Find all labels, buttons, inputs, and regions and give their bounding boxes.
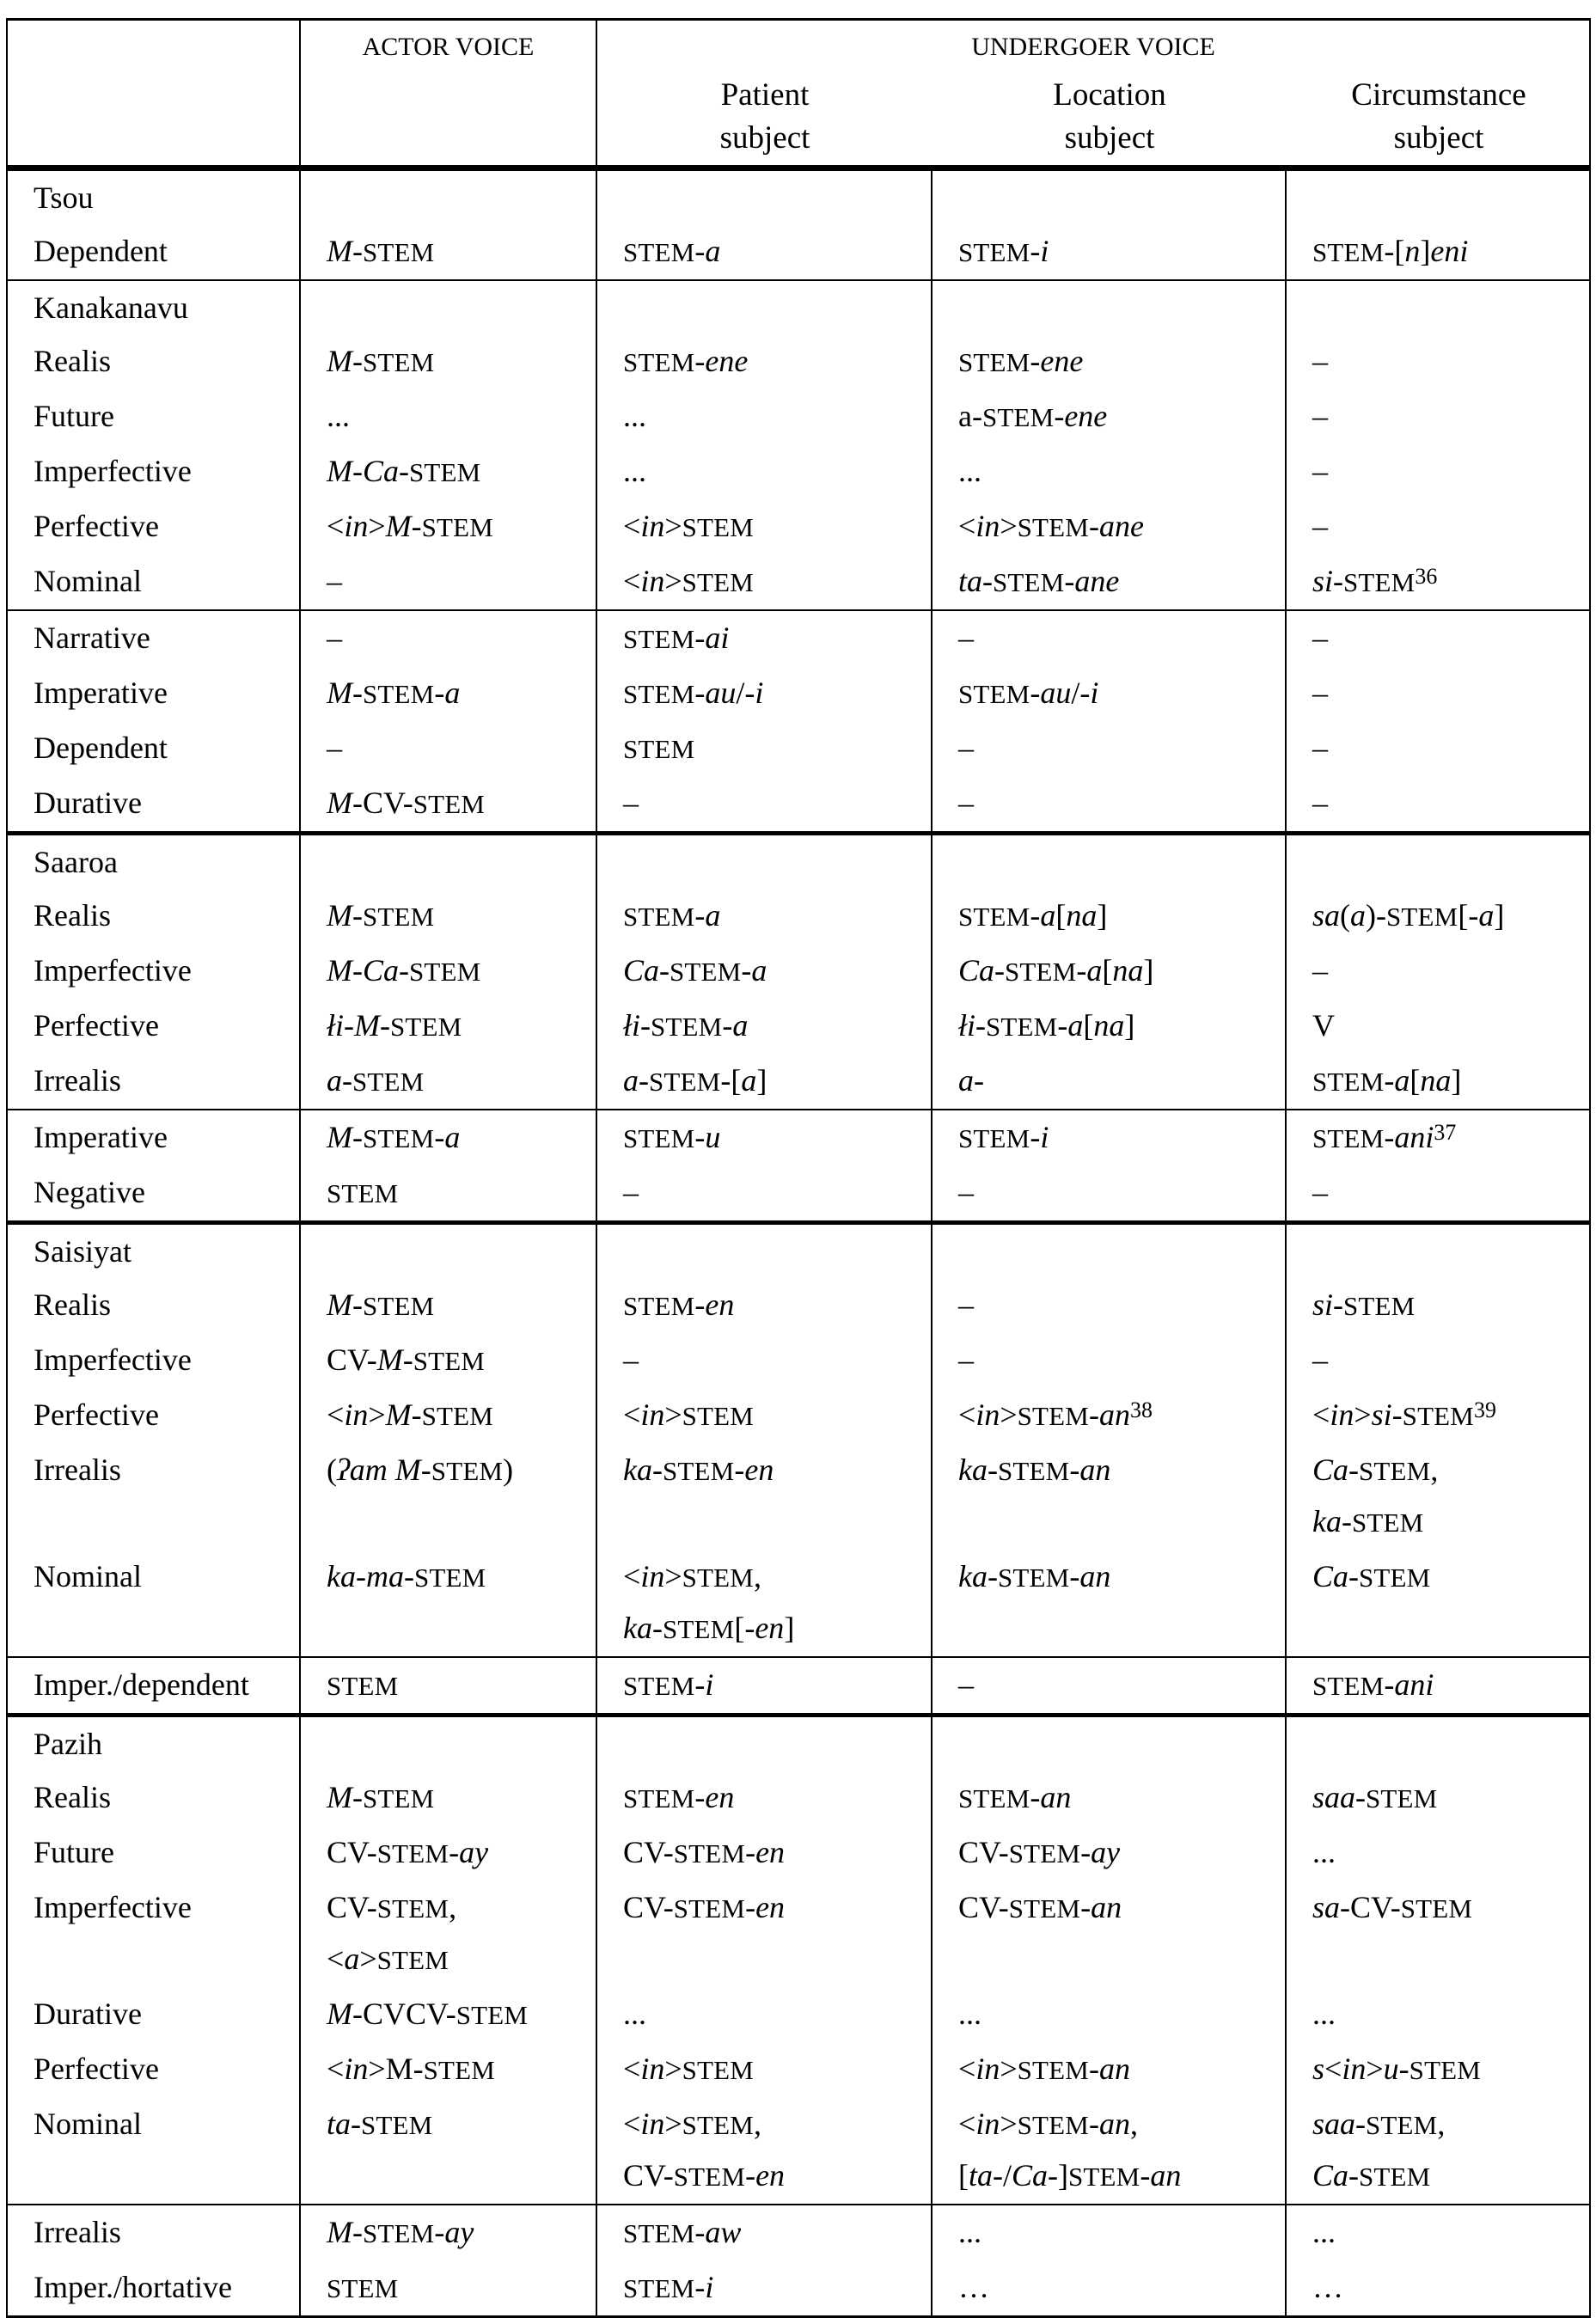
row-label: Imperfective	[7, 944, 300, 999]
row-label: Narrative	[7, 610, 300, 666]
cell-circumstance-subject	[1286, 168, 1590, 225]
cell-circumstance-subject: V	[1286, 999, 1590, 1054]
cell-circumstance-subject	[1286, 834, 1590, 890]
cell-location-subject: STEM-i	[932, 1110, 1286, 1165]
cell-location-subject: a-STEM-ene	[932, 389, 1286, 444]
cell-patient-subject: STEM-u	[596, 1110, 932, 1165]
cell-actor-voice: CV-STEM-ay	[300, 1826, 596, 1881]
subcolumn-location-subject: Location subject	[1053, 77, 1166, 156]
table-row	[7, 1333, 1590, 1388]
cell-patient-subject: –	[596, 1333, 932, 1388]
table-row	[7, 1443, 1590, 1550]
cell-circumstance-subject: Ca-STEM	[1286, 1550, 1590, 1657]
cell-circumstance-subject: –	[1286, 776, 1590, 834]
actor-voice-label: ACTOR VOICE	[362, 33, 535, 61]
cell-patient-subject: <in>STEM, CV-STEM-en	[596, 2097, 932, 2205]
cell-patient-subject	[596, 1223, 932, 1279]
footnote-marker: 38	[1130, 1397, 1153, 1422]
cell-actor-voice: CV-M-STEM	[300, 1333, 596, 1388]
cell-circumstance-subject: ...	[1286, 2205, 1590, 2260]
cell-actor-voice	[300, 1716, 596, 1771]
row-label: Irrealis	[7, 1443, 300, 1550]
cell-circumstance-subject: s<in>u-STEM	[1286, 2042, 1590, 2097]
table-row	[7, 1881, 1590, 1987]
row-label: Imperative	[7, 1110, 300, 1165]
cell-actor-voice: M-Ca-STEM	[300, 944, 596, 999]
table-row	[7, 610, 1590, 666]
cell-location-subject: ka-STEM-an	[932, 1443, 1286, 1550]
cell-location-subject: STEM-i	[932, 224, 1286, 280]
cell-actor-voice: M-STEM	[300, 889, 596, 944]
table-row	[7, 666, 1590, 721]
cell-location-subject: $<in>STEM-an^{38}$	[932, 1388, 1286, 1443]
cell-patient-subject	[596, 1716, 932, 1771]
cell-actor-voice: a-STEM	[300, 1054, 596, 1110]
table-row	[7, 1054, 1590, 1110]
table-row	[7, 1110, 1590, 1165]
cell-patient-subject: STEM-i	[596, 1657, 932, 1716]
row-label: Perfective	[7, 2042, 300, 2097]
language-header-row	[7, 280, 1590, 334]
table-row	[7, 1550, 1590, 1657]
language-name: Kanakanavu	[7, 280, 300, 334]
cell-patient-subject: CV-STEM-en	[596, 1881, 932, 1987]
language-name: Tsou	[7, 168, 300, 225]
header-actor-voice	[300, 20, 596, 168]
table-row	[7, 499, 1590, 554]
cell-location-subject: –	[932, 1278, 1286, 1333]
cell-location-subject: CV-STEM-an	[932, 1881, 1286, 1987]
table-row	[7, 2097, 1590, 2205]
cell-patient-subject: STEM-aw	[596, 2205, 932, 2260]
voice-morphology-table	[6, 18, 1591, 2318]
cell-location-subject: CV-STEM-ay	[932, 1826, 1286, 1881]
cell-patient-subject: łi-STEM-a	[596, 999, 932, 1054]
cell-patient-subject: STEM-a	[596, 889, 932, 944]
cell-circumstance-subject: –	[1286, 499, 1590, 554]
cell-circumstance-subject: –	[1286, 389, 1590, 444]
row-label: Realis	[7, 1771, 300, 1826]
cell-location-subject: ka-STEM-an	[932, 1550, 1286, 1657]
row-label: Perfective	[7, 1388, 300, 1443]
row-label: Nominal	[7, 1550, 300, 1657]
row-label: Future	[7, 389, 300, 444]
cell-circumstance-subject: STEM-ani	[1286, 1657, 1590, 1716]
cell-patient-subject: ka-STEM-en	[596, 1443, 932, 1550]
table-row	[7, 389, 1590, 444]
cell-patient-subject: STEM-a	[596, 224, 932, 280]
language-header-row	[7, 1223, 1590, 1279]
row-label: Dependent	[7, 224, 300, 280]
table-row	[7, 1388, 1590, 1443]
cell-actor-voice: STEM	[300, 1165, 596, 1223]
cell-circumstance-subject: –	[1286, 944, 1590, 999]
cell-circumstance-subject: STEM-ani$^{37}$	[1286, 1110, 1590, 1165]
cell-location-subject: –	[932, 610, 1286, 666]
cell-patient-subject: <in>STEM	[596, 554, 932, 610]
cell-location-subject: –	[932, 1333, 1286, 1388]
row-label: Imperfective	[7, 444, 300, 499]
cell-circumstance-subject: STEM-[n]eni	[1286, 224, 1590, 280]
cell-location-subject: –	[932, 776, 1286, 834]
table-row	[7, 2042, 1590, 2097]
row-label: Durative	[7, 1987, 300, 2042]
cell-location-subject: <in>STEM-an, [ta-/Ca-]STEM-an	[932, 2097, 1286, 2205]
undergoer-subcolumns	[597, 21, 1589, 165]
table-section	[7, 1657, 1590, 1716]
language-name: Pazih	[7, 1716, 300, 1771]
table-row	[7, 944, 1590, 999]
row-label: Imperfective	[7, 1881, 300, 1987]
cell-patient-subject: CV-STEM-en	[596, 1826, 932, 1881]
row-label: Realis	[7, 1278, 300, 1333]
language-name: Saisiyat	[7, 1223, 300, 1279]
cell-circumstance-subject	[1286, 1223, 1590, 1279]
cell-actor-voice: łi-M-STEM	[300, 999, 596, 1054]
cell-actor-voice: M-CVCV-STEM	[300, 1987, 596, 2042]
cell-actor-voice: ...	[300, 389, 596, 444]
cell-actor-voice	[300, 1223, 596, 1279]
row-label: Realis	[7, 334, 300, 389]
cell-location-subject: ...	[932, 444, 1286, 499]
cell-circumstance-subject: ...	[1286, 1826, 1590, 1881]
cell-circumstance-subject	[1286, 1716, 1590, 1771]
footnote-marker: 37	[1434, 1119, 1457, 1145]
cell-location-subject	[932, 1223, 1286, 1279]
row-label: Nominal	[7, 554, 300, 610]
cell-actor-voice: M-CV-STEM	[300, 776, 596, 834]
cell-location-subject: ...	[932, 1987, 1286, 2042]
cell-location-subject	[932, 168, 1286, 225]
cell-circumstance-subject: si-STEM	[1286, 1278, 1590, 1333]
cell-patient-subject	[596, 168, 932, 225]
undergoer-voice-label: UNDERGOER VOICE	[971, 33, 1215, 61]
cell-location-subject: STEM-ene	[932, 334, 1286, 389]
table-row	[7, 889, 1590, 944]
cell-circumstance-subject: –	[1286, 444, 1590, 499]
table-row	[7, 999, 1590, 1054]
cell-location-subject: Ca-STEM-a[na]	[932, 944, 1286, 999]
row-label: Perfective	[7, 999, 300, 1054]
cell-location-subject: STEM-a[na]	[932, 889, 1286, 944]
cell-actor-voice: ka-ma-STEM	[300, 1550, 596, 1657]
cell-location-subject: –	[932, 1165, 1286, 1223]
cell-location-subject: a-	[932, 1054, 1286, 1110]
cell-patient-subject: <in>STEM, ka-STEM[-en]	[596, 1550, 932, 1657]
cell-location-subject: STEM-an	[932, 1771, 1286, 1826]
cell-circumstance-subject: sa(a)-STEM[-a]	[1286, 889, 1590, 944]
cell-actor-voice: –	[300, 610, 596, 666]
subcolumn-circumstance-subject: Circumstance subject	[1351, 77, 1526, 156]
cell-circumstance-subject: –	[1286, 1165, 1590, 1223]
table-row	[7, 721, 1590, 776]
footnote-marker: 36	[1415, 563, 1438, 589]
row-label: Imper./dependent	[7, 1657, 300, 1716]
row-label: Negative	[7, 1165, 300, 1223]
cell-actor-voice: M-STEM-a	[300, 1110, 596, 1165]
table-section	[7, 610, 1590, 834]
cell-circumstance-subject: –	[1286, 666, 1590, 721]
row-label: Future	[7, 1826, 300, 1881]
cell-location-subject	[932, 280, 1286, 334]
cell-patient-subject: STEM-i	[596, 2260, 932, 2317]
table-row	[7, 1987, 1590, 2042]
table-row	[7, 334, 1590, 389]
cell-patient-subject: STEM-en	[596, 1771, 932, 1826]
cell-patient-subject: <in>STEM	[596, 499, 932, 554]
cell-patient-subject: a-STEM-[a]	[596, 1054, 932, 1110]
cell-location-subject: łi-STEM-a[na]	[932, 999, 1286, 1054]
row-label: Imper./hortative	[7, 2260, 300, 2317]
cell-location-subject: <in>STEM-an	[932, 2042, 1286, 2097]
row-label: Imperative	[7, 666, 300, 721]
cell-circumstance-subject: ...	[1286, 1987, 1590, 2042]
table-row	[7, 1771, 1590, 1826]
cell-circumstance-subject: $<in>si-STEM^{39}$	[1286, 1388, 1590, 1443]
cell-actor-voice: M-STEM-a	[300, 666, 596, 721]
cell-circumstance-subject: –	[1286, 721, 1590, 776]
footnote-marker: 39	[1474, 1397, 1496, 1422]
cell-patient-subject: ...	[596, 1987, 932, 2042]
cell-actor-voice: CV-STEM, <a>STEM	[300, 1881, 596, 1987]
cell-patient-subject: ...	[596, 389, 932, 444]
cell-actor-voice: M-STEM	[300, 1771, 596, 1826]
table-row	[7, 1657, 1590, 1716]
header-undergoer-voice	[596, 20, 1590, 168]
table-row	[7, 1826, 1590, 1881]
cell-location-subject: <in>STEM-ane	[932, 499, 1286, 554]
cell-actor-voice	[300, 280, 596, 334]
cell-circumstance-subject: …	[1286, 2260, 1590, 2317]
cell-actor-voice: <in>M-STEM	[300, 499, 596, 554]
table-section	[7, 1223, 1590, 1658]
table-row	[7, 776, 1590, 834]
table-row	[7, 444, 1590, 499]
cell-actor-voice: M-STEM	[300, 334, 596, 389]
table-section	[7, 280, 1590, 610]
table-section	[7, 2205, 1590, 2317]
cell-patient-subject: <in>STEM	[596, 1388, 932, 1443]
cell-location-subject: …	[932, 2260, 1286, 2317]
row-label: Nominal	[7, 2097, 300, 2205]
cell-circumstance-subject: –	[1286, 610, 1590, 666]
cell-patient-subject: STEM-en	[596, 1278, 932, 1333]
cell-actor-voice: –	[300, 554, 596, 610]
language-name: Saaroa	[7, 834, 300, 890]
cell-actor-voice: M-STEM	[300, 1278, 596, 1333]
cell-circumstance-subject: si-STEM$^{36}$	[1286, 554, 1590, 610]
cell-patient-subject	[596, 834, 932, 890]
cell-patient-subject: Ca-STEM-a	[596, 944, 932, 999]
cell-actor-voice: ta-STEM	[300, 2097, 596, 2205]
cell-location-subject: STEM-au/-i	[932, 666, 1286, 721]
cell-actor-voice: <in>M-STEM	[300, 1388, 596, 1443]
cell-actor-voice: STEM	[300, 1657, 596, 1716]
row-label: Realis	[7, 889, 300, 944]
cell-patient-subject: –	[596, 776, 932, 834]
cell-patient-subject: <in>STEM	[596, 2042, 932, 2097]
subcolumn-patient-subject: Patient subject	[719, 77, 810, 156]
row-label: Durative	[7, 776, 300, 834]
language-header-row	[7, 168, 1590, 225]
cell-actor-voice: M-STEM-ay	[300, 2205, 596, 2260]
table-section	[7, 1110, 1590, 1223]
cell-actor-voice	[300, 834, 596, 890]
table-row	[7, 224, 1590, 280]
row-label: Perfective	[7, 499, 300, 554]
table-section	[7, 834, 1590, 1110]
cell-location-subject: ...	[932, 2205, 1286, 2260]
cell-patient-subject: ...	[596, 444, 932, 499]
cell-actor-voice: STEM	[300, 2260, 596, 2317]
cell-patient-subject: –	[596, 1165, 932, 1223]
cell-circumstance-subject: sa-CV-STEM	[1286, 1881, 1590, 1987]
cell-patient-subject: STEM	[596, 721, 932, 776]
cell-patient-subject: STEM-ai	[596, 610, 932, 666]
cell-circumstance-subject: Ca-STEM, ka-STEM	[1286, 1443, 1590, 1550]
cell-circumstance-subject: STEM-a[na]	[1286, 1054, 1590, 1110]
row-label: Imperfective	[7, 1333, 300, 1388]
cell-location-subject: –	[932, 1657, 1286, 1716]
row-label: Dependent	[7, 721, 300, 776]
table-row	[7, 1278, 1590, 1333]
cell-circumstance-subject: saa-STEM, Ca-STEM	[1286, 2097, 1590, 2205]
cell-location-subject: ta-STEM-ane	[932, 554, 1286, 610]
cell-location-subject	[932, 1716, 1286, 1771]
cell-actor-voice: M-Ca-STEM	[300, 444, 596, 499]
language-header-row	[7, 834, 1590, 890]
cell-patient-subject: STEM-au/-i	[596, 666, 932, 721]
language-header-row	[7, 1716, 1590, 1771]
cell-circumstance-subject: saa-STEM	[1286, 1771, 1590, 1826]
cell-location-subject: –	[932, 721, 1286, 776]
table-header-row	[7, 20, 1590, 168]
cell-actor-voice: M-STEM	[300, 224, 596, 280]
row-label: Irrealis	[7, 1054, 300, 1110]
cell-patient-subject: STEM-ene	[596, 334, 932, 389]
cell-actor-voice: <in>M-STEM	[300, 2042, 596, 2097]
cell-actor-voice	[300, 168, 596, 225]
header-empty-cell	[7, 20, 300, 168]
row-label: Irrealis	[7, 2205, 300, 2260]
cell-actor-voice: (ʔam M-STEM)	[300, 1443, 596, 1550]
cell-circumstance-subject: –	[1286, 1333, 1590, 1388]
cell-location-subject	[932, 834, 1286, 890]
cell-actor-voice: –	[300, 721, 596, 776]
table-section	[7, 168, 1590, 281]
table-row	[7, 2260, 1590, 2317]
cell-circumstance-subject: –	[1286, 334, 1590, 389]
table-row	[7, 554, 1590, 610]
table-row	[7, 2205, 1590, 2260]
table-section	[7, 1716, 1590, 2205]
cell-patient-subject	[596, 280, 932, 334]
table-row	[7, 1165, 1590, 1223]
cell-circumstance-subject	[1286, 280, 1590, 334]
